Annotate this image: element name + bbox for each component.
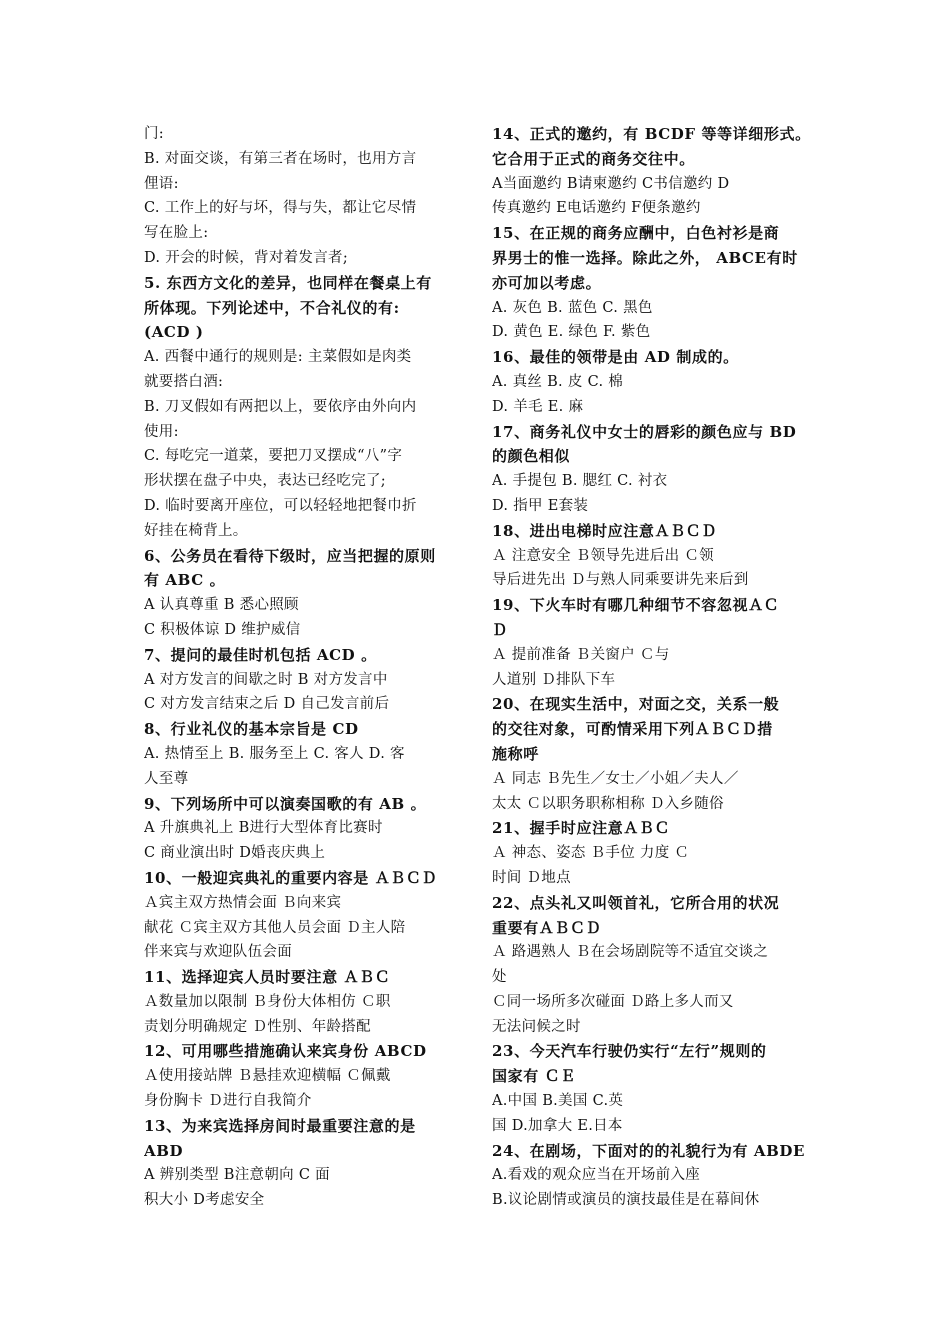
option-line: D. 黄色 E. 绿色 F. 紫色 bbox=[492, 324, 651, 341]
option-line: 太太 Ｃ以职务职称相称 Ｄ入乡随俗 bbox=[492, 795, 724, 812]
question-line: 16、最佳的领带是由 AD 制成的。 bbox=[492, 348, 739, 367]
option-line: 写在脸上: bbox=[144, 225, 209, 242]
question-line: 15、在正规的商务应酬中，白色衬衫是商 bbox=[492, 224, 780, 243]
right-column bbox=[492, 122, 812, 1213]
option-line: 献花 Ｃ宾主双方其他人员会面 Ｄ主人陪 bbox=[144, 919, 406, 936]
option-line: Ｃ同一场所多次碰面 Ｄ路上多人而又 bbox=[492, 993, 734, 1010]
option-line: Ａ数量加以限制 Ｂ身份大体相仿 Ｃ职 bbox=[144, 993, 391, 1010]
question-line: ABD bbox=[144, 1141, 184, 1160]
option-line: 俚语: bbox=[144, 175, 179, 192]
option-line: D. 开会的时候，背对着发言者; bbox=[144, 249, 349, 266]
option-line: 人道别 Ｄ排队下车 bbox=[492, 671, 616, 688]
question-line: 施称呼 bbox=[492, 744, 539, 763]
option-line: A. 真丝 B. 皮 C. 棉 bbox=[492, 373, 624, 390]
option-line: A. 西餐中通行的规则是: 主菜假如是肉类 bbox=[144, 349, 412, 366]
question-line: 23、今天汽车行驶仍实行“左行”规则的 bbox=[492, 1042, 767, 1061]
option-line: A 对方发言的间歇之时 B 对方发言中 bbox=[144, 671, 388, 688]
option-line: 时间 Ｄ地点 bbox=[492, 869, 571, 886]
question-line: (ACD ) bbox=[144, 323, 204, 342]
option-line: A. 热情至上 B. 服务至上 C. 客人 D. 客 bbox=[144, 745, 405, 762]
option-line: Ａ 路遇熟人 Ｂ在会场剧院等不适宜交谈之 bbox=[492, 944, 769, 961]
option-line: A 认真尊重 B 悉心照顾 bbox=[144, 597, 299, 614]
question-line: 10、一般迎宾典礼的重要内容是 ＡＢＣＤ bbox=[144, 868, 438, 887]
question-line: 的交往对象，可酌情采用下列ＡＢＣＤ措 bbox=[492, 720, 773, 739]
option-line: A.中国 B.美国 C.英 bbox=[492, 1093, 624, 1110]
option-line: 伴来宾与欢迎队伍会面 bbox=[144, 944, 292, 961]
question-line: 亦可加以考虑。 bbox=[492, 273, 602, 292]
option-line: 处 bbox=[492, 969, 507, 986]
option-line: C. 每吃完一道菜，要把刀叉摆成“八”字 bbox=[144, 448, 403, 465]
question-line: 7、提问的最佳时机包括 ACD 。 bbox=[144, 645, 377, 664]
question-line: 21、握手时应注意ＡＢＣ bbox=[492, 819, 671, 838]
question-line: 8、行业礼仪的基本宗旨是 CD bbox=[144, 720, 359, 739]
option-line: A 辨别类型 B注意朝向 C 面 bbox=[144, 1167, 330, 1184]
option-line: C 对方发言结束之后 D 自己发言前后 bbox=[144, 696, 390, 713]
option-line: 国 D.加拿大 E.日本 bbox=[492, 1117, 623, 1134]
option-line: 形状摆在盘子中央，表达已经吃完了; bbox=[144, 473, 386, 490]
question-line: 18、进出电梯时应注意ＡＢＣＤ bbox=[492, 521, 717, 540]
option-line: A当面邀约 B请柬邀约 C书信邀约 D bbox=[492, 175, 730, 192]
option-line: Ａ 神态、姿态 Ｂ手位 力度 Ｃ bbox=[492, 845, 690, 862]
option-line: A 升旗典礼上 B进行大型体育比赛时 bbox=[144, 820, 383, 837]
option-line: D. 临时要离开座位，可以轻轻地把餐巾折 bbox=[144, 497, 417, 514]
option-line: 门: bbox=[144, 126, 164, 142]
question-line: 重要有ＡＢＣＤ bbox=[492, 918, 602, 937]
option-line: C. 工作上的好与坏，得与失，都让它尽情 bbox=[144, 200, 417, 217]
option-line: 身份胸卡 Ｄ进行自我简介 bbox=[144, 1093, 312, 1110]
option-line: Ａ 同志 Ｂ先生／女士／小姐／夫人／ bbox=[492, 770, 739, 787]
question-line: 17、商务礼仪中女士的唇彩的颜色应与 BD bbox=[492, 422, 797, 441]
option-line: A.看戏的观众应当在开场前入座 bbox=[492, 1167, 701, 1184]
option-line: 导后进先出 Ｄ与熟人同乘要讲先来后到 bbox=[492, 572, 749, 589]
option-line: Ａ使用接站牌 Ｂ悬挂欢迎横幅 Ｃ佩戴 bbox=[144, 1068, 391, 1085]
option-line: 无法问候之时 bbox=[492, 1018, 581, 1035]
question-line: 它合用于正式的商务交往中。 bbox=[492, 149, 695, 168]
option-line: D. 羊毛 E. 麻 bbox=[492, 398, 584, 415]
question-line: 24、在剧场，下面对的的礼貌行为有 ABDE bbox=[492, 1141, 806, 1160]
question-line: 12、可用哪些措施确认来宾身份 ABCD bbox=[144, 1042, 427, 1061]
question-line: 14、正式的邀约，有 BCDF 等等详细形式。 bbox=[492, 125, 811, 143]
option-line: 传真邀约 E电话邀约 F便条邀约 bbox=[492, 200, 701, 217]
question-line: 有 ABC 。 bbox=[144, 571, 226, 590]
option-line: B.议论剧情或演员的演技最佳是在幕间休 bbox=[492, 1192, 760, 1209]
question-line: 19、下火车时有哪几种细节不容忽视ＡＣ bbox=[492, 596, 780, 615]
option-line: 人至尊 bbox=[144, 770, 189, 787]
option-line: D. 指甲 E套装 bbox=[492, 497, 589, 514]
option-line: Ａ 提前准备 Ｂ关窗户 Ｃ与 bbox=[492, 646, 670, 663]
option-line: C 商业演出时 D婚丧庆典上 bbox=[144, 845, 326, 862]
option-line: B. 对面交谈，有第三者在场时，也用方言 bbox=[144, 150, 417, 167]
question-line: Ｄ bbox=[492, 620, 508, 639]
question-line: 6、公务员在看待下级时，应当把握的原则 bbox=[144, 546, 436, 565]
option-line: Ａ 注意安全 Ｂ领导先进后出 Ｃ领 bbox=[492, 547, 714, 564]
question-line: 13、为来宾选择房间时最重要注意的是 bbox=[144, 1116, 416, 1135]
question-line: 所体现。下列论述中，不合礼仪的有: bbox=[144, 298, 400, 317]
option-line: A. 手提包 B. 腮红 C. 衬衣 bbox=[492, 473, 668, 490]
option-line: 使用: bbox=[144, 423, 179, 440]
option-line: 责划分明确规定 Ｄ性别、年龄搭配 bbox=[144, 1018, 371, 1035]
question-line: 20、在现实生活中，对面之交，关系一般 bbox=[492, 695, 780, 714]
question-line: 22、点头礼又叫领首礼，它所合用的状况 bbox=[492, 893, 780, 912]
left-column bbox=[144, 122, 460, 1213]
question-line: 5. 东西方文化的差异，也同样在餐桌上有 bbox=[144, 273, 432, 292]
option-line: A. 灰色 B. 蓝色 C. 黑色 bbox=[492, 299, 653, 316]
question-line: 的颜色相似 bbox=[492, 447, 571, 466]
question-line: 界男士的惟一选择。除此之外， ABCE有时 bbox=[492, 248, 798, 267]
option-line: B. 刀叉假如有两把以上，要依序由外向内 bbox=[144, 398, 417, 415]
question-line: 国家有 ＣＥ bbox=[492, 1067, 576, 1086]
option-line: Ａ宾主双方热情会面 Ｂ向来宾 bbox=[144, 894, 342, 911]
option-line: 积大小 D考虑安全 bbox=[144, 1192, 265, 1209]
option-line: 就要搭白酒: bbox=[144, 373, 224, 390]
question-line: 9、下列场所中可以演奏国歌的有 AB 。 bbox=[144, 794, 427, 813]
option-line: 好挂在椅背上。 bbox=[144, 522, 248, 539]
question-line: 11、选择迎宾人员时要注意 ＡＢＣ bbox=[144, 968, 391, 987]
option-line: C 积极体谅 D 维护威信 bbox=[144, 621, 301, 638]
